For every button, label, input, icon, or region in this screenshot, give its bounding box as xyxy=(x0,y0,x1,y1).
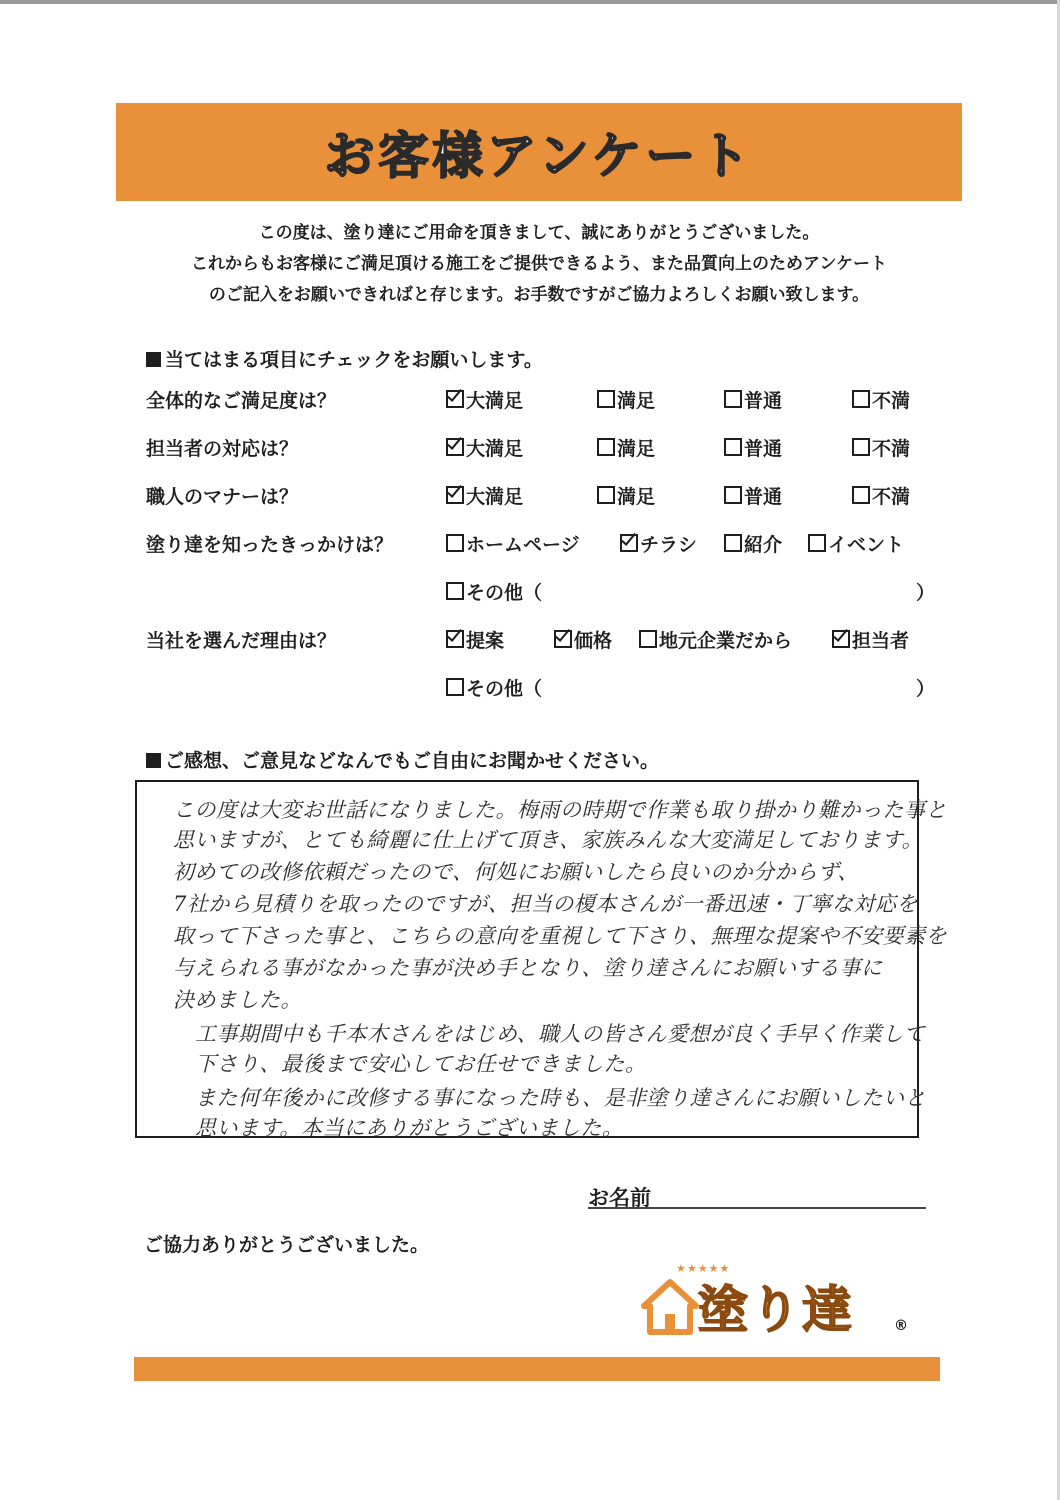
option-label: ホームページ xyxy=(466,534,580,556)
question-row-reason xyxy=(146,626,946,656)
question-row-source-other xyxy=(146,578,946,608)
option-checkbox[interactable] xyxy=(597,434,655,461)
checkbox-checked-icon xyxy=(832,630,850,648)
checkbox-icon xyxy=(724,438,742,456)
option-checkbox[interactable] xyxy=(724,434,782,461)
handwritten-line: 与えられる事がなかった事が決め手となり、塗り達さんにお願いする事に xyxy=(173,956,883,980)
checkbox-checked-icon xyxy=(554,630,572,648)
option-checkbox[interactable] xyxy=(808,530,904,557)
square-bullet-icon xyxy=(146,753,161,768)
option-checkbox[interactable] xyxy=(597,482,655,509)
option-label: 満足 xyxy=(617,486,656,508)
checklist-heading-text: 当てはまる項目にチェックをお願いします。 xyxy=(165,349,543,371)
question-label: 全体的なご満足度は？ xyxy=(146,390,337,412)
question-row-satisfaction xyxy=(146,386,946,416)
option-label: 大満足 xyxy=(466,438,524,460)
checklist-heading xyxy=(146,345,543,372)
handwritten-line: 思います。本当にありがとうございました。 xyxy=(195,1116,624,1140)
question-row-reason-other xyxy=(146,674,946,704)
option-label: 大満足 xyxy=(466,390,524,412)
option-checkbox[interactable] xyxy=(639,626,792,653)
question-row-staff xyxy=(146,434,946,464)
stars-icon: ★★★★★ xyxy=(676,1262,731,1275)
option-label: 普通 xyxy=(744,390,783,412)
option-checkbox[interactable] xyxy=(724,386,782,413)
option-checkbox[interactable] xyxy=(852,482,910,509)
option-checkbox[interactable] xyxy=(724,482,782,509)
question-label: 塗り達を知ったきっかけは？ xyxy=(146,534,394,556)
option-checkbox[interactable] xyxy=(620,530,697,557)
question-label: 当社を選んだ理由は？ xyxy=(146,630,337,652)
option-label: 不満 xyxy=(872,390,911,412)
comments-box xyxy=(135,780,947,1140)
option-checkbox[interactable] xyxy=(852,386,910,413)
question-label: 職人のマナーは？ xyxy=(146,486,299,508)
handwritten-line: 初めての改修依頼だったので、何処にお願いしたら良いのか分からず、 xyxy=(173,860,859,884)
checkbox-icon xyxy=(639,630,657,648)
checkbox-icon xyxy=(597,390,615,408)
page-top-edge xyxy=(0,0,1060,4)
paren-close: ） xyxy=(916,582,936,604)
question-row-source xyxy=(146,530,946,560)
page-title: お客様アンケート xyxy=(324,127,754,185)
option-checkbox[interactable] xyxy=(446,386,523,413)
checkbox-checked-icon xyxy=(446,486,464,504)
option-label: 満足 xyxy=(617,438,656,460)
option-label: 提案 xyxy=(466,630,505,652)
intro-line: この度は、塗り達にご用命を頂きまして、誠にありがとうございました。 xyxy=(258,223,820,243)
checkbox-icon xyxy=(597,486,615,504)
handwritten-line: 7社から見積りを取ったのですが、担当の榎本さんが一番迅速・丁寧な対応を xyxy=(173,892,918,916)
intro-line: のご記入をお願いできればと存じます。お手数ですがご協力よろしくお願い致します。 xyxy=(208,285,870,305)
bottom-accent-bar xyxy=(134,1357,940,1381)
question-label: 担当者の対応は？ xyxy=(146,438,299,460)
option-checkbox[interactable] xyxy=(446,482,523,509)
checkbox-icon xyxy=(446,582,464,600)
option-checkbox[interactable] xyxy=(832,626,909,653)
checkbox-icon xyxy=(852,390,870,408)
house-icon xyxy=(640,1276,700,1336)
brand-logo xyxy=(640,1262,920,1342)
option-checkbox[interactable] xyxy=(724,530,782,557)
option-checkbox[interactable] xyxy=(446,626,504,653)
option-label: その他（ xyxy=(466,678,543,700)
option-label: 普通 xyxy=(744,486,783,508)
checkbox-icon xyxy=(808,534,826,552)
checkbox-icon xyxy=(597,438,615,456)
option-label: その他（ xyxy=(466,582,543,604)
option-label: 地元企業だから xyxy=(659,630,793,652)
option-checkbox-other[interactable] xyxy=(446,674,542,701)
handwritten-line: また何年後かに改修する事になった時も、是非塗り達さんにお願いしたいと xyxy=(195,1086,926,1110)
checkbox-checked-icon xyxy=(620,534,638,552)
checkbox-icon xyxy=(446,534,464,552)
title-banner xyxy=(116,103,962,201)
logo-text: 塗り達 xyxy=(698,1281,854,1339)
question-row-manners xyxy=(146,482,946,512)
name-label: お名前 xyxy=(588,1186,651,1210)
handwritten-line: 思いますが、とても綺麗に仕上げて頂き、家族みんな大変満足しております。 xyxy=(173,828,923,852)
option-label: 担当者 xyxy=(852,630,910,652)
registered-mark: ® xyxy=(894,1318,908,1334)
handwritten-line: 下さり、最後まで安心してお任せできました。 xyxy=(195,1052,647,1076)
checkbox-icon xyxy=(852,486,870,504)
option-label: 不満 xyxy=(872,486,911,508)
checkbox-icon xyxy=(852,438,870,456)
handwritten-line: 工事期間中も千本木さんをはじめ、職人の皆さん愛想が良く手早く作業して xyxy=(195,1022,926,1046)
option-checkbox[interactable] xyxy=(597,386,655,413)
paren-close: ） xyxy=(916,678,936,700)
handwritten-line: 取って下さった事と、こちらの意向を重視して下さり、無理な提案や不安要素を xyxy=(173,924,947,948)
checkbox-checked-icon xyxy=(446,390,464,408)
option-checkbox-other[interactable] xyxy=(446,578,542,605)
option-checkbox[interactable] xyxy=(446,530,580,557)
option-checkbox[interactable] xyxy=(852,434,910,461)
option-label: 紹介 xyxy=(744,534,783,556)
name-input-line[interactable] xyxy=(588,1207,926,1209)
option-label: イベント xyxy=(828,534,905,556)
thanks-text: ご協力ありがとうございました。 xyxy=(144,1234,430,1256)
checkbox-icon xyxy=(724,534,742,552)
option-label: 大満足 xyxy=(466,486,524,508)
intro-paragraph xyxy=(116,218,962,311)
square-bullet-icon xyxy=(146,352,161,367)
checkbox-icon xyxy=(446,678,464,696)
option-label: 満足 xyxy=(617,390,656,412)
checkbox-checked-icon xyxy=(446,438,464,456)
option-label: 不満 xyxy=(872,438,911,460)
intro-line: これからもお客様にご満足頂ける施工をご提供できるよう、また品質向上のためアンケート xyxy=(191,254,887,274)
option-label: 価格 xyxy=(574,630,613,652)
comments-heading-text: ご感想、ご意見などなんでもご自由にお聞かせください。 xyxy=(165,750,660,772)
handwritten-line: この度は大変お世話になりました。梅雨の時期で作業も取り掛かり難かった事と xyxy=(173,798,947,822)
checkbox-icon xyxy=(724,390,742,408)
checkbox-icon xyxy=(724,486,742,504)
option-label: チラシ xyxy=(640,534,698,556)
handwritten-line: 決めました。 xyxy=(173,988,302,1012)
option-checkbox[interactable] xyxy=(446,434,523,461)
checkbox-checked-icon xyxy=(446,630,464,648)
comments-heading xyxy=(146,746,659,773)
option-checkbox[interactable] xyxy=(554,626,612,653)
option-label: 普通 xyxy=(744,438,783,460)
